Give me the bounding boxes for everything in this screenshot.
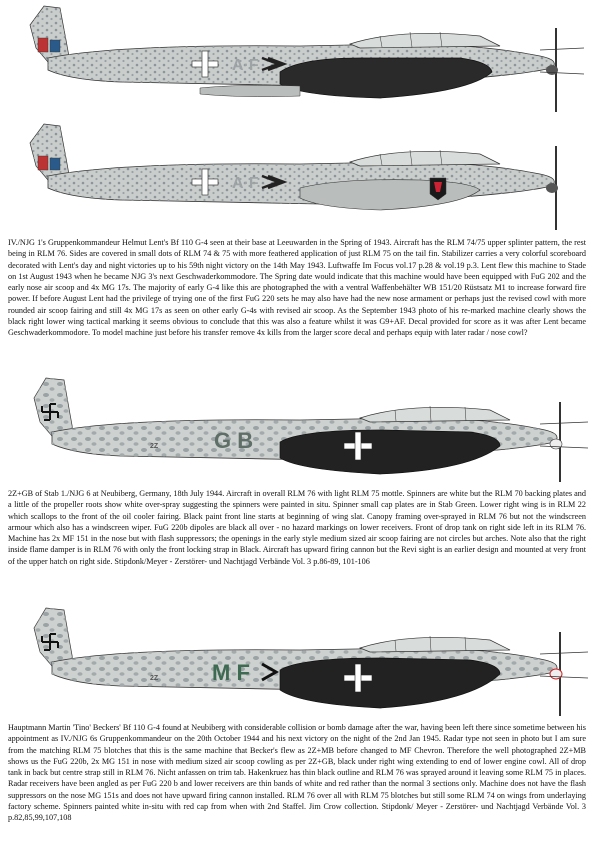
- fuselage-code: M F: [212, 660, 250, 685]
- aircraft-profile-lent-2: [0, 118, 595, 236]
- small-code: 2Z: [150, 675, 159, 682]
- fuselage-code: A·F: [232, 57, 259, 74]
- caption-2z-gb: 2Z+GB of Stab 1./NJG 6 at Neubiberg, Germany, 18th July 1944. Aircraft in overall RLM 76 with light RLM 75 mottle. Spinners are white but the RLM 70 backing plates and a little of the propeller roots show white over-spray suggesting the spinners were painted in situ. Spinner small cap plates are in Stab Green. Lower right wing is in RLM 22 which scallops to the front of the oil cooler fairing. Black paint front line starts at beginning of wing slat. Canopy framing over-sprayed in RLM 76 but not the windscreen armour which also has a windscreen wiper. FuG 220b dipoles are black all over - no hazard markings on lower receivers. Front of drop tank on right side left in its RLM 76. Machine has 2x MF 151 in the nose but with flash suppressors; the openings in the early style medium sized air scoop fairing are not circles but arches. Note also that the right inside flame damper is in RLM 76 with only the front locking strap in Black. Aircraft has upward firing cannon but the Revi sight is an earlier design and mounted at very front of the upper hatch on right side. Stipdonk/Meyer - Zerstörer- und Nachtjagd Verbände Vol. 3 p.86-89, 101-106: [8, 489, 586, 566]
- aircraft-profile-2z-gb: [0, 370, 595, 485]
- caption-beckers: Hauptmann Martin 'Tino' Beckers' Bf 110 G-4 found at Neubiberg with considerable collision or bomb damage after the war, having been left there since sometime between his appointment as IV./NJG 6s Gruppenkommandeur on the 20th October 1944 and his next victory on the night of the 2nd Jan 1945. Radar type not seen in photo but I am sure from the matching RLM 75 blotches that this is the same machine that Becker's flew as 2Z+MB before changed to MF Chevron. Therefore the well photographed 2Z+MB shows us the FuG 220b, 2x MG 151 in nose with medium sized air scoop cowling as per 2Z+GB, black under right wing extending to end of lower engine cowl. All of drop tank in back but centre strap still in RLM 76. Nicht anfassen on trim tab. Hakenkruez has thin black outline and RLM 76 was sprayed around it leaving some RLM 75 in places. Radar receivers have been angled as per FuG 220 b and lower receivers are thin bands of white and red rather than the normal 3 sections only. Machine does not have the flash suppressors on the nose MG 151s and does not have upward firing cannon installed. RLM 76 over all with RLM 75 blotches but still some RLM 74 on wings from underlaying factory scheme. Spinners painted white in-situ with red cap from when with 2nd Staffel. Jim Crow collection. Stipdonk/ Meyer - Zerstörer- und Nachtjagd Verbände Vol. 3 p.82,85,99,107,108: [8, 723, 586, 823]
- fuselage-code: G B: [214, 428, 254, 453]
- aircraft-profile-lent-1: [0, 0, 595, 118]
- caption-lent: IV./NJG 1's Gruppenkommandeur Helmut Lent's Bf 110 G-4 seen at their base at Leeuwarden in the Spring of 1943. Aircraft has the RLM 74/75 upper splinter pattern, the rest being in RLM 76. Sides are covered in small dots of RLM 74 & 75 with more feathered application of just RLM 75 on the tail fin. Stabilizer carries a very colorful scoreboard decorated with Lent's day and night victories up to his 59th night victory on the 14th May 1943. Luftwaffe Im Focus vol.17 p.28 & vol.19 p.3. Lent flew this machine to Stade on 1st August 1943 when he became NJG 3's next Geschwaderkommodore. The Spring date would indicate that this machine would have been equipped with FuG 202 and the early nose air scoop and 4x MG 17s. The majority of early G-4 like this are photographed the with a ventral Waffenbehälter WB 151/20 Rüstsatz M1 to increase forward fire power. If before August Lent had the privilege of trying one of the first FuG 220 sets he may also have had the new nose armament or perhaps just the revised cowl with more rounded air scoop fairing and still 4x MG 17s as seen on other early G-4s with revised air scoop. As the September 1943 photo of his re-marked machine clearly shows the black right lower wing tactical marking it seems obvious to conclude that this was also a feature whilst it was G9+AF. Decal provided for score as it was after Lent became Geschwaderkommodore. To model machine just before his transfer remove 4x kills from the larger score decal and perhaps equip with later radar / nose cowl?: [8, 238, 586, 338]
- small-code: 2Z: [150, 443, 159, 450]
- fuselage-code: A·F: [232, 175, 259, 192]
- aircraft-profile-beckers: [0, 600, 595, 720]
